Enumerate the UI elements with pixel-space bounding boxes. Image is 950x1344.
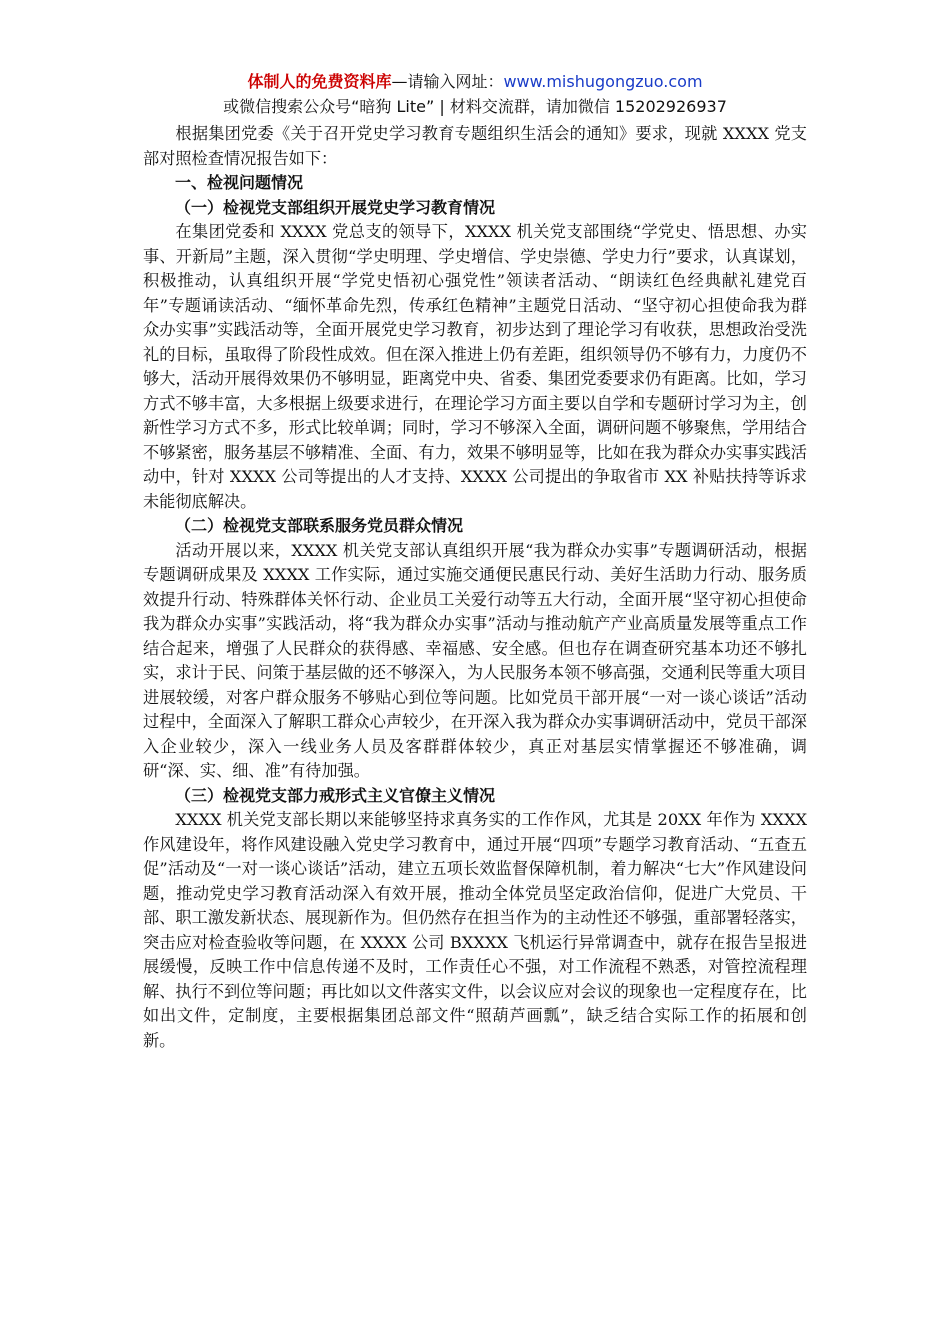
subsection-heading-3: （三）检视党支部力戒形式主义官僚主义情况 (175, 785, 496, 805)
subsection-paragraph-2: 活动开展以来，XXXX 机关党支部认真组织开展“我为群众办实事”专题调研活动，根据专题调研成果及 XXXX 工作实际，通过实施交通便民惠民行动、美好生活助力行动、服务质效提升行动、特殊群体关怀行动、企业员工关爱行动等五大行动，全面开展“坚守初心担使命我为群众办实事”实践活动，将“我为群众办实事”活动与推动航产产业高质量发展等重点工作结合起来，增强了人民群众的获得感、幸福感、安全感。但也存在调查研究基本功还不够扎实，求计于民、问策于基层做的还不够深入，为人民服务本领不够高强，交通利民等重大项目进展较缓，对客户群众服务不够贴心到位等问题。比如党员干部开展“一对一谈心谈话”活动过程中，全面深入了解职工群众心声较少，在开深入我为群众办实事调研活动中，党员干部深入企业较少，深入一线业务人员及客群群体较少，真正对基层实情掌握还不够准确，调研“深、实、细、准”有待加强。 (143, 540, 807, 780)
promo-line-2: 或微信搜索公众号“暗狗 Lite” | 材料交流群，请加微信 15202926937 (223, 97, 727, 116)
subsection-paragraph-3: XXXX 机关党支部长期以来能够坚持求真务实的工作作风，尤其是 20XX 年作为 XXXX 作风建设年，将作风建设融入党史学习教育中，通过开展“四项”专题学习教育活动、“五查五促”活动及“一对一谈心谈话”活动，建立五项长效监督保障机制，着力解决“七大”作风建设问题，推动党史学习教育活动深入有效开展，推动全体党员坚定政治信仰，促进广大党员、干部、职工激发新状态、展现新作为。但仍然存在担当作为的主动性还不够强，重部署轻落实，突击应对检查验收等问题，在 XXXX 公司 BXXXX 飞机运行异常调查中，就存在报告呈报进展缓慢，反映工作中信息传递不及时，工作责任心不强，对工作流程不熟悉，对管控流程理解、执行不到位等问题；再比如以文件落实文件，以会议应对会议的现象也一定程度存在，比如出文件，定制度，主要根据集团总部文件“照葫芦画瓢”，缺乏结合实际工作的拓展和创新。 (143, 810, 807, 1050)
brand-title: 体制人的免费资料库 (247, 72, 392, 91)
subsection-heading-2: （二）检视党支部联系服务党员群众情况 (175, 516, 464, 535)
promo-header (0, 70, 950, 120)
subsection-paragraph-1: 在集团党委和 XXXX 党总支的领导下，XXXX 机关党支部围绕“学党史、悟思想、办实事、开新局”主题，深入贯彻“学史明理、学史增信、学史崇德、学史力行”要求，认真谋划，积极推动，认真组织开展“学党史悟初心强党性”领读者活动、“朗读红色经典献礼建党百年”专题诵读活动、“缅怀革命先烈，传承红色精神”主题党日活动、“坚守初心担使命我为群众办实事”实践活动等，全面开展党史学习教育，初步达到了理论学习有收获，思想政治受洗礼的目标，虽取得了阶段性成效。但在深入推进上仍有差距，组织领导仍不够有力，力度仍不够大，活动开展得效果仍不够明显，距离党中央、省委、集团党委要求仍有距离。比如，学习方式不够丰富，大多根据上级要求进行，在理论学习方面主要以自学和专题研讨学习为主，创新性学习方式不多，形式比较单调；同时，学习不够深入全面，调研问题不够聚焦，学用结合不够紧密，服务基层不够精准、全面、有力，效果不够明显等，比如在我为群众办实事实践活动中，针对 XXXX 公司等提出的人才支持、XXXX 公司提出的争取省市 XX 补贴扶持等诉求未能彻底解决。 (143, 222, 807, 511)
section-heading-1: 一、检视问题情况 (175, 173, 304, 192)
intro-paragraph: 根据集团党委《关于召开党史学习教育专题组织生活会的通知》要求，现就 XXXX 党支部对照检查情况报告如下： (143, 124, 807, 168)
url-prompt: —请输入网址： (391, 72, 504, 91)
subsection-heading-1: （一）检视党支部组织开展党史学习教育情况 (175, 197, 496, 217)
promo-line-1 (0, 70, 950, 94)
website-link[interactable]: www.mishugongzuo.com (503, 72, 703, 91)
document-body (143, 122, 807, 1053)
